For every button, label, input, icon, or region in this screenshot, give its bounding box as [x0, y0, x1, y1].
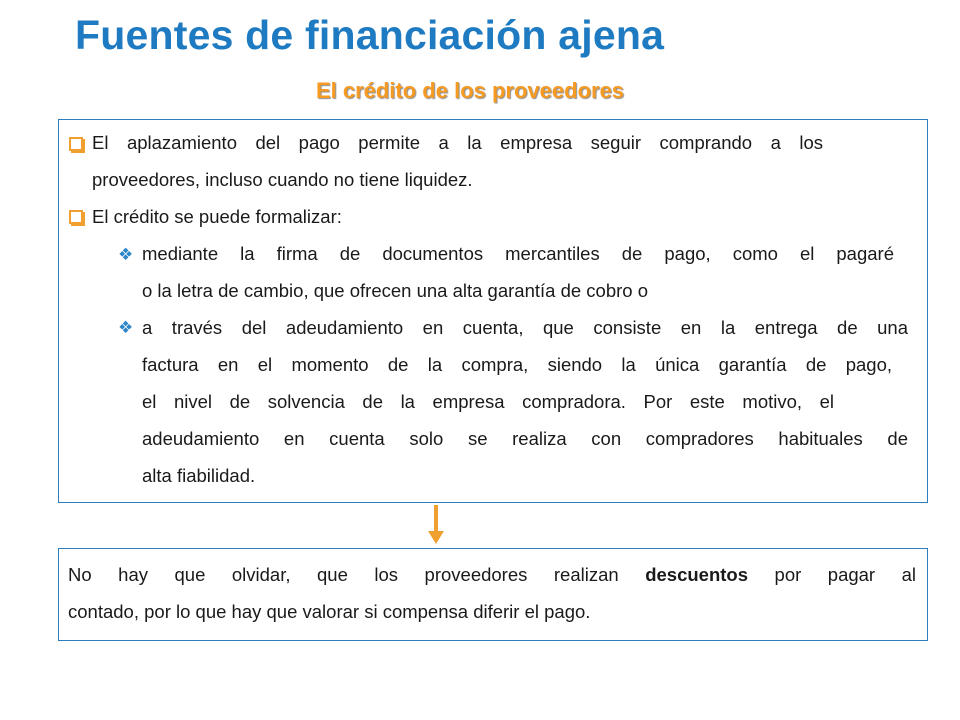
bullet-1-line-1: El aplazamiento del pago permite a la empresa seguir comprando a los [92, 132, 823, 153]
square-bullet-icon [69, 210, 83, 224]
subtitle-text: El crédito de los proveedores [315, 78, 625, 103]
note-bold-word: descuentos [645, 564, 749, 585]
bullet-2-text: El crédito se puede formalizar: [92, 206, 342, 227]
sub-bullet-2-line-2: factura en el momento de la compra, siendo la única garantía de pago, [142, 354, 892, 375]
sub-bullet-1-line-1: mediante la firma de documentos mercantiles de pago, como el pagaré [142, 243, 894, 264]
down-arrow-icon [427, 505, 445, 545]
square-bullet-icon [69, 137, 83, 151]
note-text-end: por pagar al [748, 564, 917, 585]
bullet-1-line-2: proveedores, incluso cuando no tiene liquidez. [92, 169, 473, 190]
note-line-2: contado, por lo que hay que valorar si compensa diferir el pago. [68, 601, 591, 622]
diamond-bullet-icon: ❖ [118, 318, 134, 337]
sub-bullet-2-line-5: alta fiabilidad. [142, 465, 256, 486]
note-text-start: No hay que olvidar, que los proveedores realizan [68, 564, 646, 585]
sub-bullet-2-line-4: adeudamiento en cuenta solo se realiza con compradores habituales de [142, 428, 908, 449]
note-line-1 [68, 564, 916, 586]
sub-bullet-2-line-1: a través del adeudamiento en cuenta, que consiste en la entrega de una [142, 317, 908, 338]
diamond-bullet-icon: ❖ [118, 245, 134, 264]
sub-bullet-2-line-3: el nivel de solvencia de la empresa compradora. Por este motivo, el [142, 391, 834, 412]
note-box [58, 548, 928, 641]
slide-subtitle [0, 78, 960, 104]
slide-title: Fuentes de financiación ajena [75, 12, 665, 58]
sub-bullet-1-line-2: o la letra de cambio, que ofrecen una alta garantía de cobro o [142, 280, 649, 301]
